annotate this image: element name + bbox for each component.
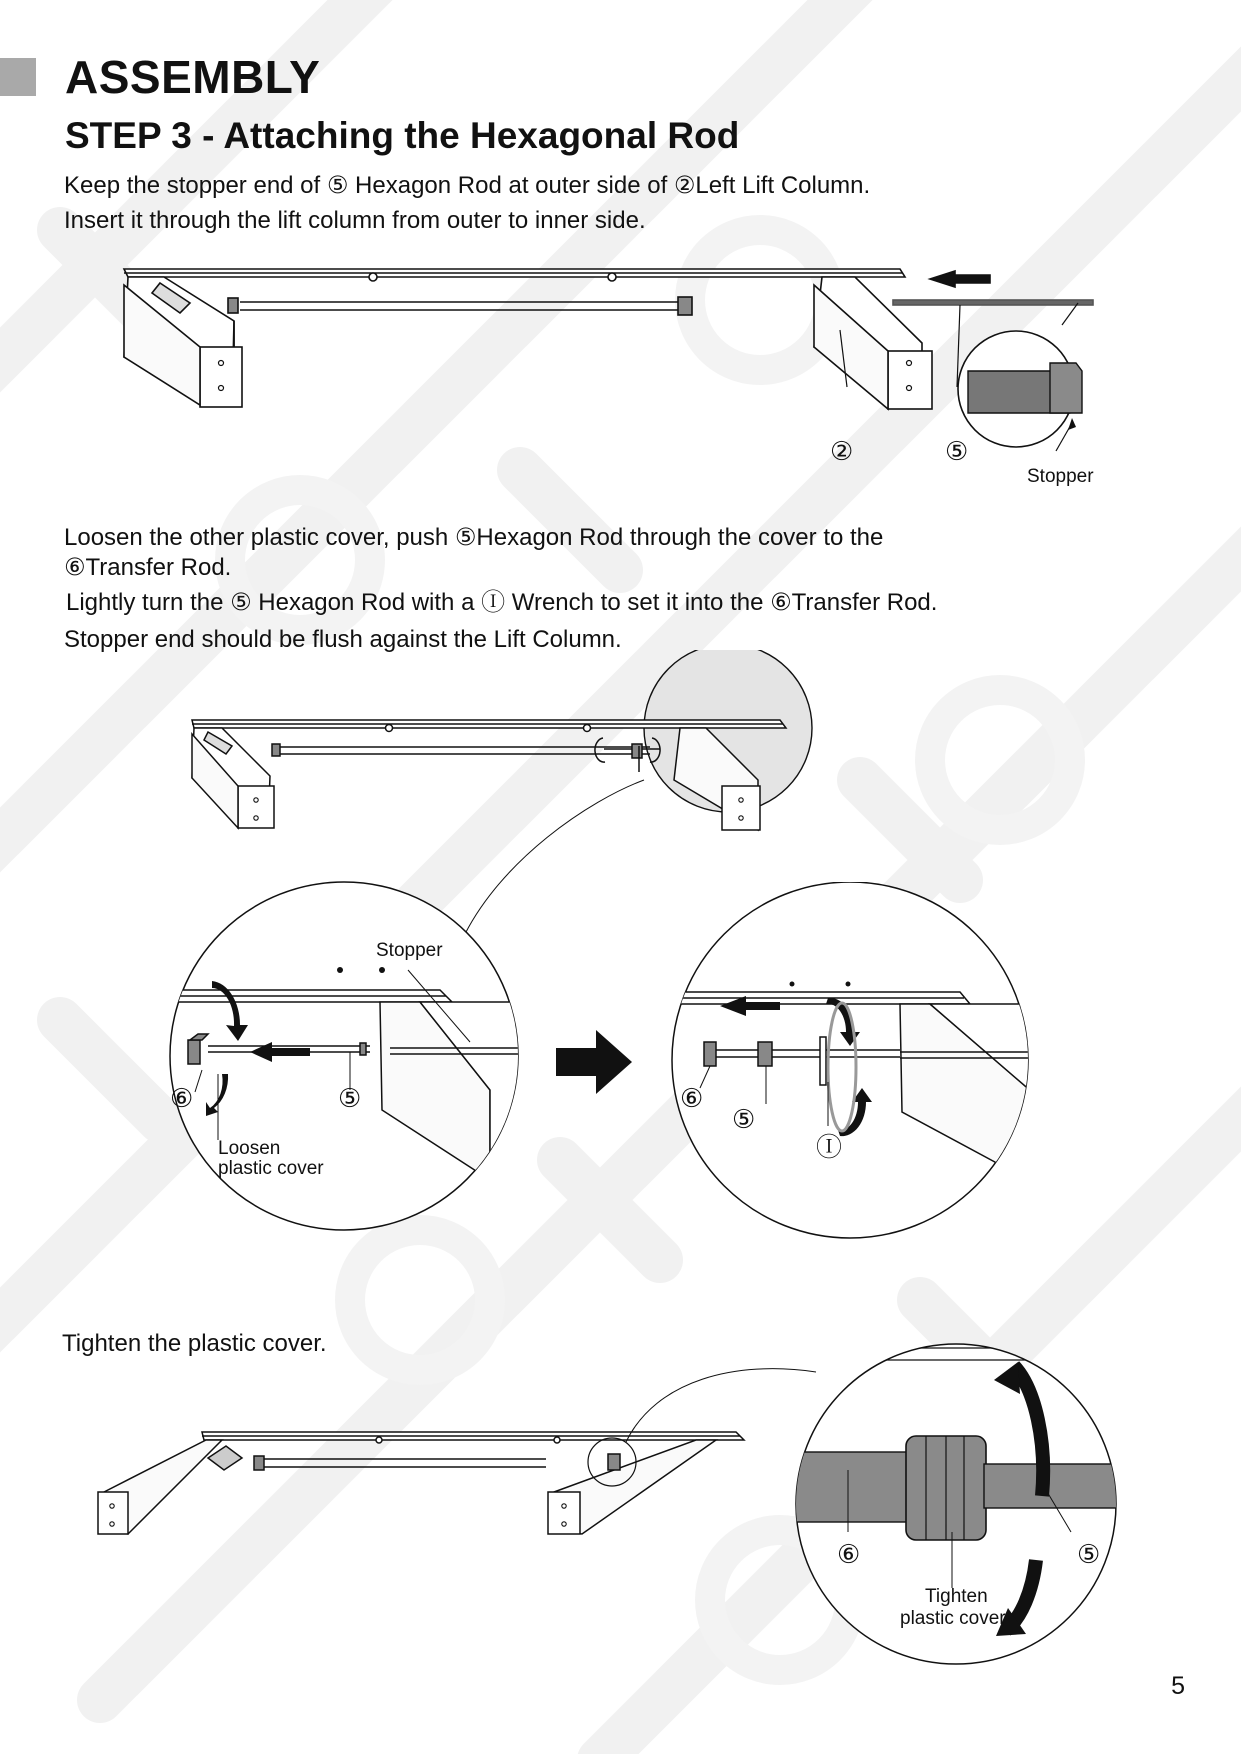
stopper-label-zoom: Stopper	[376, 940, 443, 961]
next-step-arrow-icon	[556, 1030, 632, 1094]
tighten-label-line-1: Tighten	[925, 1586, 988, 1607]
callout-transfer-rod-left: ⑥	[170, 1083, 194, 1113]
tighten-label-line-2: plastic cover	[900, 1608, 1006, 1629]
callout-wrench: Ⓘ	[816, 1132, 843, 1162]
stopper-zoom-circle	[958, 331, 1082, 451]
callout-hexagon-rod-zoom: ⑤	[1077, 1539, 1101, 1569]
instruction-line-1: Loosen the other plastic cover, push ⑤Hexagon Rod through the cover to the	[64, 524, 884, 551]
loosen-label-line-1: Loosen	[218, 1138, 281, 1159]
callout-hexagon-rod-left: ⑤	[338, 1083, 362, 1113]
loosen-label-line-2: plastic cover	[218, 1158, 324, 1179]
callout-transfer-rod-right: ⑥	[680, 1083, 704, 1113]
intro-line-2: Insert it through the lift column from outer to inner side.	[64, 207, 646, 234]
callout-hexagon-rod-right: ⑤	[732, 1104, 756, 1134]
callout-left-lift-column: ②	[830, 436, 854, 466]
page-number: 5	[1171, 1672, 1185, 1700]
header-marker	[0, 58, 36, 96]
callout-hexagon-rod: ⑤	[945, 436, 969, 466]
instruction-line-2: ⑥Transfer Rod.	[64, 554, 232, 581]
zoom-turn-with-wrench	[670, 882, 1032, 1240]
step-title: STEP 3 - Attaching the Hexagonal Rod	[65, 115, 740, 156]
instruction-line-3: Lightly turn the ⑤ Hexagon Rod with a Ⓘ Wrench to set it into the ⑥Transfer Rod.	[66, 589, 938, 616]
instruction-line-4: Stopper end should be flush against the Lift Column.	[64, 626, 622, 653]
callout-transfer-rod-zoom: ⑥	[837, 1539, 861, 1569]
page-title: ASSEMBLY	[65, 51, 321, 103]
figure-insert-hexagon-rod	[110, 255, 1150, 470]
stopper-label: Stopper	[1027, 466, 1094, 487]
instruction-tighten: Tighten the plastic cover.	[62, 1330, 327, 1357]
zoom-loosen-cover	[160, 880, 530, 1240]
intro-line-1: Keep the stopper end of ⑤ Hexagon Rod at outer side of ②Left Lift Column.	[64, 172, 871, 199]
